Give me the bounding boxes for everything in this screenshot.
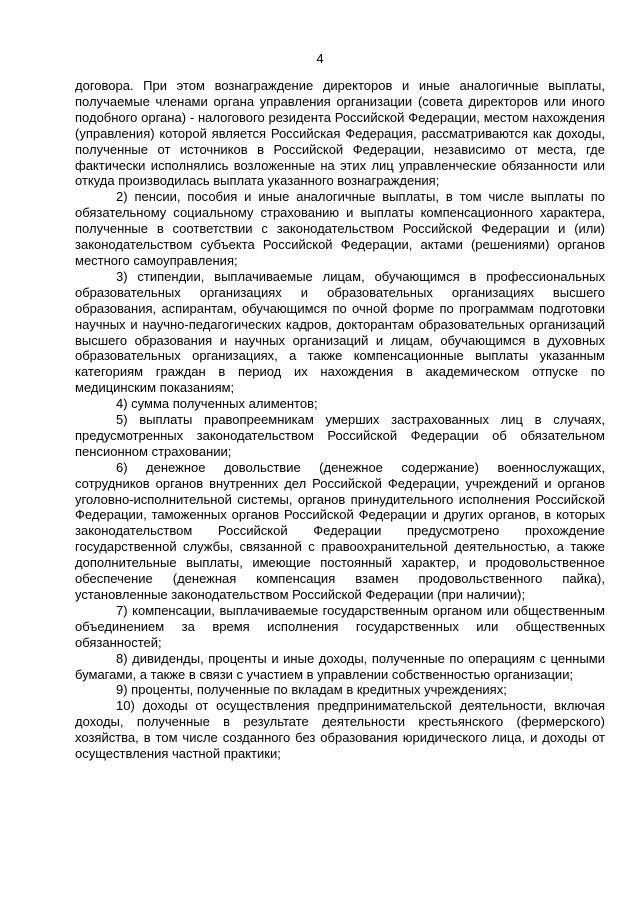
document-body [75,78,605,762]
paragraph-item-8-dividends: 8) дивиденды, проценты и иные доходы, полученные по операциям с ценными бумагами, а также в связи с участием в управлении собственностью организации; [75,650,605,682]
paragraph-item-4-alimony: 4) сумма полученных алиментов; [116,396,318,412]
paragraph-item-9-deposit-interest: 9) проценты, полученные по вкладам в кредитных учреждениях; [116,682,507,698]
paragraph-item-2-pensions: 2) пенсии, пособия и иные аналогичные выплаты, в том числе выплаты по обязательному социальному страхованию и выплаты компенсационного характера, полученные в соответствии с законодательством Российской Федерации и (или) законодательством субъекта Российской Федерации, актами (решениями) органов местного самоуправления; [75,189,605,268]
paragraph-item-10-business-income: 10) доходы от осуществления предпринимательской деятельности, включая доходы, полученные в результате деятельности крестьянского (фермерского) хозяйства, в том числе созданного без образования юридического лица, и доходы от осуществления частной практики; [75,698,605,762]
paragraph-item-5-successor-payments: 5) выплаты правопреемникам умерших застрахованных лиц в случаях, предусмотренных законодательством Российской Федерации об обязательном пенсионном страховании; [75,412,605,459]
paragraph-intro-continuation: договора. При этом вознаграждение директоров и иные аналогичные выплаты, получаемые членами органа управления организации (совета директоров или иного подобного органа) - налогового резидента Российской Федерации, местом нахождения (управления) которой является Российская Федерация, рассматриваются как доходы, полученные от источников в Российской Федерации, независимо от места, где фактически исполнялись возложенные на этих лиц управленческие обязанности или откуда производилась выплата указанного вознаграждения; [75,78,605,189]
paragraph-item-7-compensations: 7) компенсации, выплачиваемые государственным органом или общественным объединением за время исполнения государственных или общественных обязанностей; [75,602,605,650]
paragraph-item-3-stipends: 3) стипендии, выплачиваемые лицам, обучающимся в профессиональных образовательных организациях и образовательных организациях высшего образования, аспирантам, обучающимся по очной форме по программам подготовки научных и научно-педагогических кадров, докторантам образовательных организаций высшего образования и научных организаций и лицам, обучающимся в духовных образовательных организациях, а также компенсационные выплаты указанным категориям граждан в период их нахождения в академическом отпуске по медицинским показаниям; [75,268,605,396]
paragraph-item-6-allowance: 6) денежное довольствие (денежное содержание) военнослужащих, сотрудников органов внутренних дел Российской Федерации, учреждений и органов уголовно-исполнительной системы, органов принудительного исполнения Российской Федерации, таможенных органов Российской Федерации и других органов, в которых законодательством Российской Федерации предусмотрено прохождение государственной службы, связанной с правоохранительной деятельностью, а также дополнительные выплаты, имеющие постоянный характер, и продовольственное обеспечение (денежная компенсация взамен продовольственного пайка), установленные законодательством Российской Федерации (при наличии); [75,459,605,602]
page-number: 4 [316,51,324,66]
